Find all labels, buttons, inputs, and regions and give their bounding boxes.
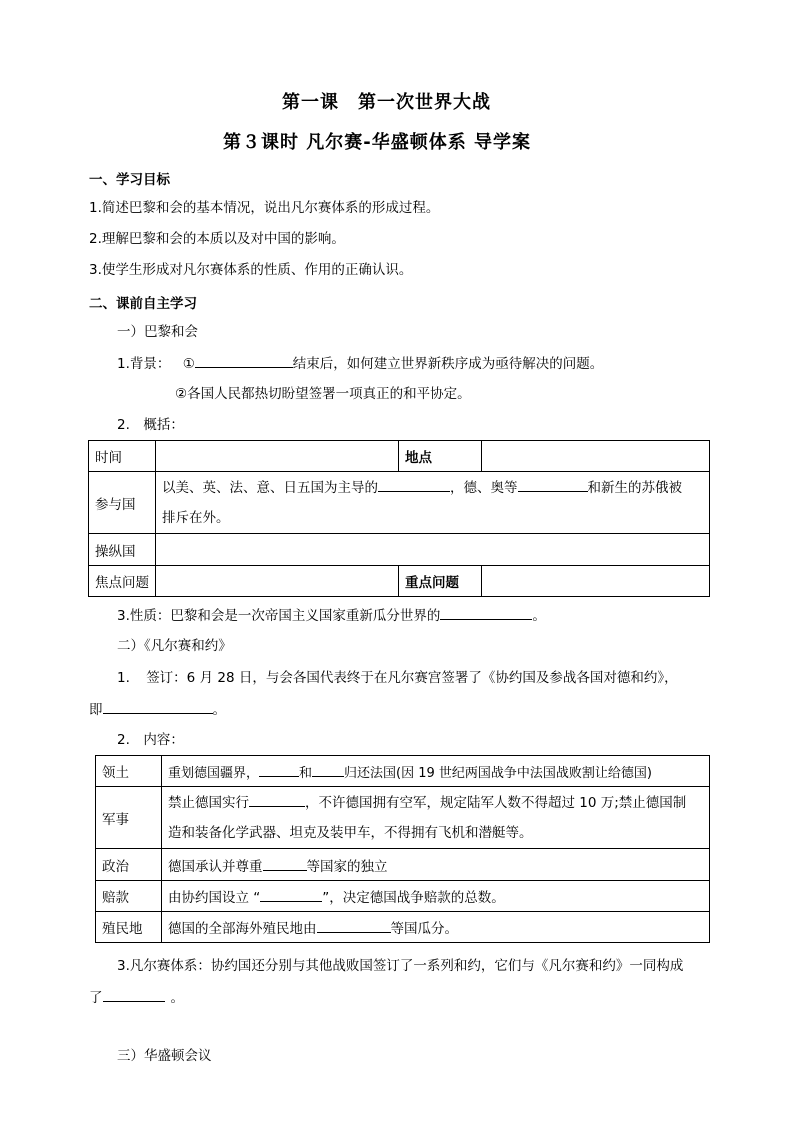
colonies-text-a: 德国的全部海外殖民地由 [168, 921, 317, 937]
table-row [89, 534, 710, 566]
controllers-cell[interactable] [156, 534, 710, 566]
military-text-c: 造和装备化学武器、坦克及装甲车，不得拥有飞机和潜艇等。 [168, 824, 533, 841]
territory-label: 领土 [96, 756, 162, 787]
table-row [89, 566, 710, 597]
title-line-2: 第３课时 凡尔赛-华盛顿体系 导学案 [223, 132, 532, 153]
part1-heading: 一）巴黎和会 [117, 324, 198, 340]
participants-text-b: ，德、奥等 [450, 479, 518, 496]
background-line-a [117, 354, 603, 373]
signing-line [117, 669, 678, 687]
system-line-a: 3.凡尔赛体系：协约国还分别与其他战败国签订了一系列和约，它们与《凡尔赛和约》一同构成 [117, 958, 684, 974]
time-label: 时间 [89, 441, 156, 472]
place-cell[interactable] [482, 441, 710, 472]
versailles-treaty-table [95, 755, 710, 943]
reparations-cell [162, 881, 710, 912]
focus-label: 焦点问题 [89, 566, 156, 597]
system-suffix: 。 [170, 990, 184, 1006]
table-row [96, 849, 710, 881]
background-a-prefix: ① [182, 356, 195, 372]
military-text-b: ，不许德国拥有空军，规定陆军人数不得超过 10 万;禁止德国制 [305, 794, 687, 811]
signing-text: 签订：6 月 28 日，与会各国代表终于在凡尔赛宫签署了《协约国及参战各国对德和约》， [146, 670, 678, 686]
paris-conference-table [88, 440, 710, 597]
part3-heading: 三）华盛顿会议 [117, 1048, 212, 1064]
colonies-label: 殖民地 [96, 912, 162, 943]
nature-line [117, 606, 546, 625]
controllers-label: 操纵国 [89, 534, 156, 566]
table-row [89, 441, 710, 472]
part2-heading: 二）《凡尔赛和约》 [117, 638, 232, 654]
blank-allies[interactable] [378, 478, 450, 492]
territory-cell [162, 756, 710, 787]
politics-label: 政治 [96, 849, 162, 881]
background-label: 1.背景： [117, 356, 171, 372]
participants-text-d: 排斥在外。 [162, 509, 230, 526]
blank-system[interactable] [103, 988, 165, 1002]
territory-text-c: 归还法国(因 19 世纪两国战争中法国战败割让给德国) [344, 765, 652, 781]
blank-lorraine[interactable] [312, 763, 344, 777]
blank-war[interactable] [195, 354, 293, 368]
nature-prefix: 3.性质：巴黎和会是一次帝国主义国家重新瓜分世界的 [117, 608, 441, 624]
colonies-cell [162, 912, 710, 943]
territory-text-a: 重划德国疆界， [168, 765, 260, 781]
military-cell [162, 787, 710, 849]
title-line-1: 第一课 第一次世界大战 [282, 92, 491, 113]
background-a-suffix: 结束后，如何建立世界新秩序成为亟待解决的问题。 [292, 356, 604, 372]
politics-cell [162, 849, 710, 881]
blank-treaty-name[interactable] [103, 700, 213, 714]
time-cell[interactable] [156, 441, 399, 472]
background-line-b: ②各国人民都热切盼望签署一项真正的和平协定。 [175, 386, 471, 402]
participants-text-c: 和新生的苏俄被 [587, 479, 682, 496]
table-row [96, 912, 710, 943]
place-label: 地点 [399, 441, 482, 472]
table-row [89, 472, 710, 534]
table-row [96, 756, 710, 787]
signing-cont-line [89, 700, 226, 719]
system-prefix: 了 [89, 990, 103, 1006]
content-label: 2. 内容： [117, 732, 184, 748]
reparations-label: 赔款 [96, 881, 162, 912]
reparations-text-a: 由协约国设立 “ [168, 890, 261, 906]
objective-2: 2.理解巴黎和会的本质以及对中国的影响。 [89, 231, 345, 247]
key-issue-cell[interactable] [482, 566, 710, 597]
overview-label: 2. 概括： [117, 417, 184, 433]
signing-label: 1. [117, 670, 130, 686]
reparations-text-b: ”，决定德国战争赔款的总数。 [322, 890, 505, 906]
table-row [96, 787, 710, 849]
politics-text-a: 德国承认并尊重 [168, 858, 263, 875]
military-label: 军事 [96, 787, 162, 849]
objective-1: 1.简述巴黎和会的基本情况，说出凡尔赛体系的形成过程。 [89, 200, 440, 216]
key-issue-label: 重点问题 [399, 566, 482, 597]
table-row [96, 881, 710, 912]
blank-nature[interactable] [440, 606, 532, 620]
signing-cont-prefix: 即 [89, 702, 103, 718]
blank-colonial-powers[interactable] [317, 919, 391, 933]
participants-label: 参与国 [89, 472, 156, 534]
nature-suffix: 。 [532, 608, 546, 624]
politics-text-b: 等国家的独立 [306, 858, 388, 875]
blank-alsace[interactable] [259, 763, 299, 777]
section2-heading: 二、课前自主学习 [89, 296, 197, 312]
blank-defeated[interactable] [518, 478, 588, 492]
objective-3: 3.使学生形成对凡尔赛体系的性质、作用的正确认识。 [89, 262, 413, 278]
blank-countries[interactable] [263, 857, 307, 871]
participants-cell [156, 472, 710, 534]
section1-heading: 一、学习目标 [89, 172, 170, 188]
system-line-b [89, 988, 184, 1007]
blank-commission[interactable] [260, 888, 322, 902]
military-text-a: 禁止德国实行 [168, 794, 249, 811]
colonies-text-b: 等国瓜分。 [390, 921, 458, 937]
blank-conscription[interactable] [249, 793, 305, 807]
participants-text-a: 以美、英、法、意、日五国为主导的 [162, 479, 378, 496]
focus-cell[interactable] [156, 566, 399, 597]
territory-text-b: 和 [299, 765, 313, 781]
signing-cont-suffix: 。 [212, 702, 226, 718]
